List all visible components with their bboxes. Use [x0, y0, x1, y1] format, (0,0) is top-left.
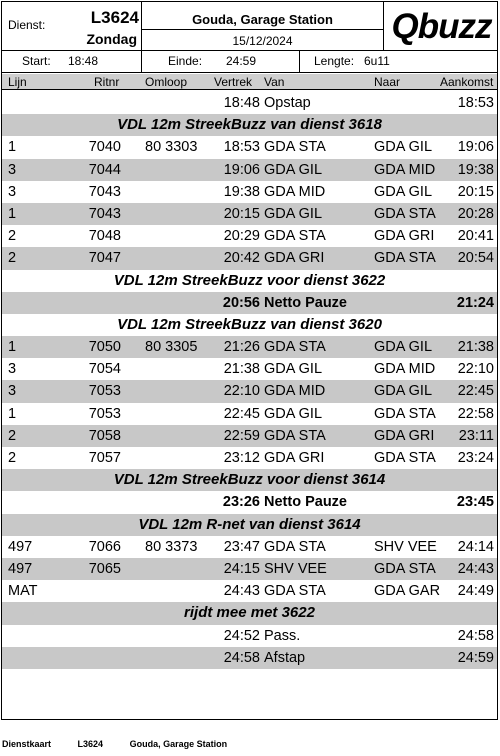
table-row: [2, 247, 497, 269]
cell-line: 3: [8, 183, 17, 200]
table-row: [2, 647, 497, 669]
cell-line: MAT: [8, 583, 38, 600]
col-omloop: Omloop: [145, 75, 188, 89]
cell-departure: 22:59: [223, 427, 260, 444]
cell-trip-number: 7040: [88, 139, 121, 156]
cell-arrival: 21:38: [457, 339, 494, 356]
table-row: [2, 225, 497, 247]
cell-from: Opstap: [264, 95, 311, 111]
cell-trip-number: 7043: [88, 183, 121, 200]
cell-to: GDA MID: [374, 161, 436, 178]
cell-line: 2: [8, 450, 17, 466]
cell-to: GDA MID: [374, 361, 436, 378]
end-time: 24:59: [226, 54, 257, 68]
cell-departure: 24:15: [223, 560, 260, 577]
cell-line: 3: [8, 361, 17, 378]
duty-date: 15/12/2024: [232, 34, 293, 48]
cell-arrival: 22:45: [457, 383, 494, 400]
cell-line: 2: [8, 427, 17, 444]
cell-arrival: 18:53: [457, 95, 494, 111]
cell-from: GDA STA: [264, 583, 326, 600]
cell-trip-number: 7066: [88, 538, 121, 555]
cell-trip-number: 7043: [88, 205, 121, 222]
section-title: VDL 12m StreekBuzz van dienst 3618: [117, 116, 382, 134]
table-row: [2, 358, 497, 380]
cell-arrival: 24:43: [457, 560, 494, 577]
cell-from: GDA STA: [264, 339, 326, 356]
table-row: [2, 181, 497, 203]
cell-departure: 19:06: [223, 161, 260, 178]
cell-from: GDA MID: [264, 183, 326, 200]
col-van: Van: [264, 75, 285, 89]
pause-row: [2, 292, 497, 314]
cell-to: GDA STA: [374, 250, 436, 267]
cell-from: SHV VEE: [264, 560, 327, 577]
cell-departure: 20:42: [223, 250, 260, 267]
section-row: [2, 314, 497, 336]
cell-arrival: 20:15: [457, 183, 494, 200]
cell-from: GDA STA: [264, 228, 326, 245]
cell-from: Pass.: [264, 627, 301, 644]
table-row: [2, 403, 497, 425]
cell-departure: 23:12: [223, 450, 260, 466]
cell-arrival: 19:06: [457, 139, 494, 156]
cell-to: GDA STA: [374, 560, 436, 577]
cell-arrival: 21:24: [456, 294, 494, 311]
duty-label: Dienst:: [8, 18, 46, 32]
cell-line: 497: [8, 560, 33, 577]
table-row: [2, 447, 497, 469]
cell-from: GDA GRI: [264, 250, 325, 267]
cell-departure: 18:48: [223, 95, 260, 111]
cell-to: GDA STA: [374, 205, 436, 222]
cell-trip-number: 7058: [88, 427, 121, 444]
start-cell: [2, 51, 142, 72]
section-row: [2, 270, 497, 292]
cell-arrival: 20:41: [457, 228, 494, 245]
cell-line: 1: [8, 139, 17, 156]
cell-departure: 20:15: [223, 205, 260, 222]
cell-from: GDA STA: [264, 427, 326, 444]
cell-line: 1: [8, 205, 17, 222]
length-label: Lengte:: [314, 54, 355, 68]
duty-cell: [2, 2, 142, 51]
cell-arrival: 24:49: [457, 583, 494, 600]
card-header: [2, 2, 497, 51]
cell-line: 3: [8, 383, 17, 400]
cell-departure: 24:43: [223, 583, 260, 600]
duty-card: [1, 1, 498, 720]
cell-block: 80 3305: [145, 339, 198, 356]
section-title: VDL 12m StreekBuzz voor dienst 3622: [113, 271, 386, 289]
start-time: 18:48: [68, 54, 99, 68]
cell-block: 80 3373: [145, 538, 198, 555]
start-label: Start:: [22, 54, 51, 68]
cell-from: GDA STA: [264, 139, 326, 156]
duty-code: L3624: [90, 8, 139, 27]
table-row: [2, 203, 497, 225]
location-name: Gouda, Garage Station: [142, 12, 383, 30]
cell-trip-number: 7047: [88, 250, 121, 267]
cell-line: 497: [8, 538, 33, 555]
cell-departure: 24:58: [223, 649, 260, 666]
cell-arrival: 22:58: [457, 405, 494, 422]
length-cell: [300, 51, 497, 72]
section-row: [2, 469, 497, 491]
cell-departure: 24:52: [223, 627, 260, 644]
cell-from: Netto Pauze: [264, 494, 347, 511]
cell-from: GDA MID: [264, 383, 326, 400]
section-row: [2, 602, 497, 624]
column-header: [2, 74, 497, 90]
cell-to: GDA STA: [374, 405, 436, 422]
footer-code: L3624: [77, 739, 104, 749]
cell-to: GDA GIL: [374, 339, 433, 356]
times-bar: [2, 51, 497, 73]
cell-from: Netto Pauze: [264, 294, 347, 311]
cell-block: 80 3303: [145, 139, 198, 156]
cell-from: GDA GRI: [264, 450, 325, 466]
cell-to: GDA GAR: [374, 583, 441, 600]
location-cell: [142, 2, 384, 51]
cell-to: GDA GIL: [374, 139, 433, 156]
cell-to: GDA STA: [374, 450, 436, 466]
cell-arrival: 20:28: [457, 205, 494, 222]
cell-departure: 23:47: [223, 538, 260, 555]
cell-arrival: 24:14: [457, 538, 494, 555]
card-footer: [2, 739, 251, 749]
table-row: [2, 425, 497, 447]
cell-trip-number: 7057: [88, 450, 121, 466]
table-row: [2, 92, 497, 114]
col-lijn: Lijn: [8, 75, 27, 89]
section-title: VDL 12m R-net van dienst 3614: [138, 515, 361, 533]
duty-day: Zondag: [86, 31, 137, 47]
cell-line: 1: [8, 405, 17, 422]
cell-departure: 22:10: [223, 383, 260, 400]
cell-line: 2: [8, 228, 17, 245]
col-naar: Naar: [374, 75, 401, 89]
cell-trip-number: 7044: [88, 161, 121, 178]
cell-from: GDA GIL: [264, 205, 323, 222]
cell-from: Afstap: [264, 649, 306, 666]
cell-departure: 21:26: [223, 339, 260, 356]
cell-arrival: 23:11: [458, 427, 494, 444]
footer-location: Gouda, Garage Station: [129, 739, 228, 749]
cell-arrival: 24:59: [457, 649, 494, 666]
section-row: [2, 514, 497, 536]
cell-departure: 20:29: [223, 228, 260, 245]
cell-line: 1: [8, 339, 17, 356]
cell-to: SHV VEE: [374, 538, 437, 555]
col-ritnr: Ritnr: [94, 75, 120, 89]
col-vertrek: Vertrek: [214, 75, 253, 89]
cell-from: GDA GIL: [264, 405, 323, 422]
cell-arrival: 22:10: [457, 361, 494, 378]
section-row: [2, 114, 497, 136]
cell-trip-number: 7065: [88, 560, 121, 577]
cell-departure: 22:45: [223, 405, 260, 422]
cell-trip-number: 7050: [88, 339, 121, 356]
cell-trip-number: 7054: [88, 361, 121, 378]
footer-label: Dienstkaart: [2, 739, 52, 749]
cell-arrival: 23:24: [457, 450, 494, 466]
cell-arrival: 19:38: [457, 161, 494, 178]
table-row: [2, 159, 497, 181]
cell-to: GDA GRI: [374, 228, 435, 245]
length-value: 6u11: [364, 54, 390, 68]
cell-trip-number: 7053: [88, 383, 121, 400]
cell-to: GDA GRI: [374, 427, 435, 444]
cell-departure: 19:38: [223, 183, 260, 200]
end-label: Einde:: [168, 54, 203, 68]
table-row: [2, 625, 497, 647]
cell-from: GDA STA: [264, 538, 326, 555]
col-aankomst: Aankomst: [440, 75, 494, 89]
qbuzz-logo: Qbuzz: [391, 7, 492, 46]
section-title: rijdt mee met 3622: [184, 604, 315, 622]
table-row: [2, 136, 497, 158]
cell-line: 2: [8, 250, 17, 267]
end-cell: [142, 51, 300, 72]
cell-departure: 18:53: [223, 139, 260, 156]
table-row: [2, 558, 497, 580]
section-title: VDL 12m StreekBuzz voor dienst 3614: [113, 471, 386, 489]
table-row: [2, 380, 497, 402]
cell-to: GDA GIL: [374, 383, 433, 400]
cell-from: GDA GIL: [264, 161, 323, 178]
cell-departure: 23:26: [222, 494, 260, 511]
cell-departure: 21:38: [223, 361, 260, 378]
pause-row: [2, 491, 497, 513]
table-row: [2, 336, 497, 358]
table-row: [2, 580, 497, 602]
cell-arrival: 23:45: [456, 494, 494, 511]
cell-trip-number: 7053: [88, 405, 121, 422]
cell-to: GDA GIL: [374, 183, 433, 200]
cell-arrival: 24:58: [457, 627, 494, 644]
cell-departure: 20:56: [222, 294, 260, 311]
table-row: [2, 536, 497, 558]
cell-from: GDA GIL: [264, 361, 323, 378]
cell-trip-number: 7048: [88, 228, 121, 245]
cell-arrival: 20:54: [457, 250, 494, 267]
section-title: VDL 12m StreekBuzz van dienst 3620: [117, 315, 382, 333]
cell-line: 3: [8, 161, 17, 178]
schedule-table: [2, 92, 497, 669]
